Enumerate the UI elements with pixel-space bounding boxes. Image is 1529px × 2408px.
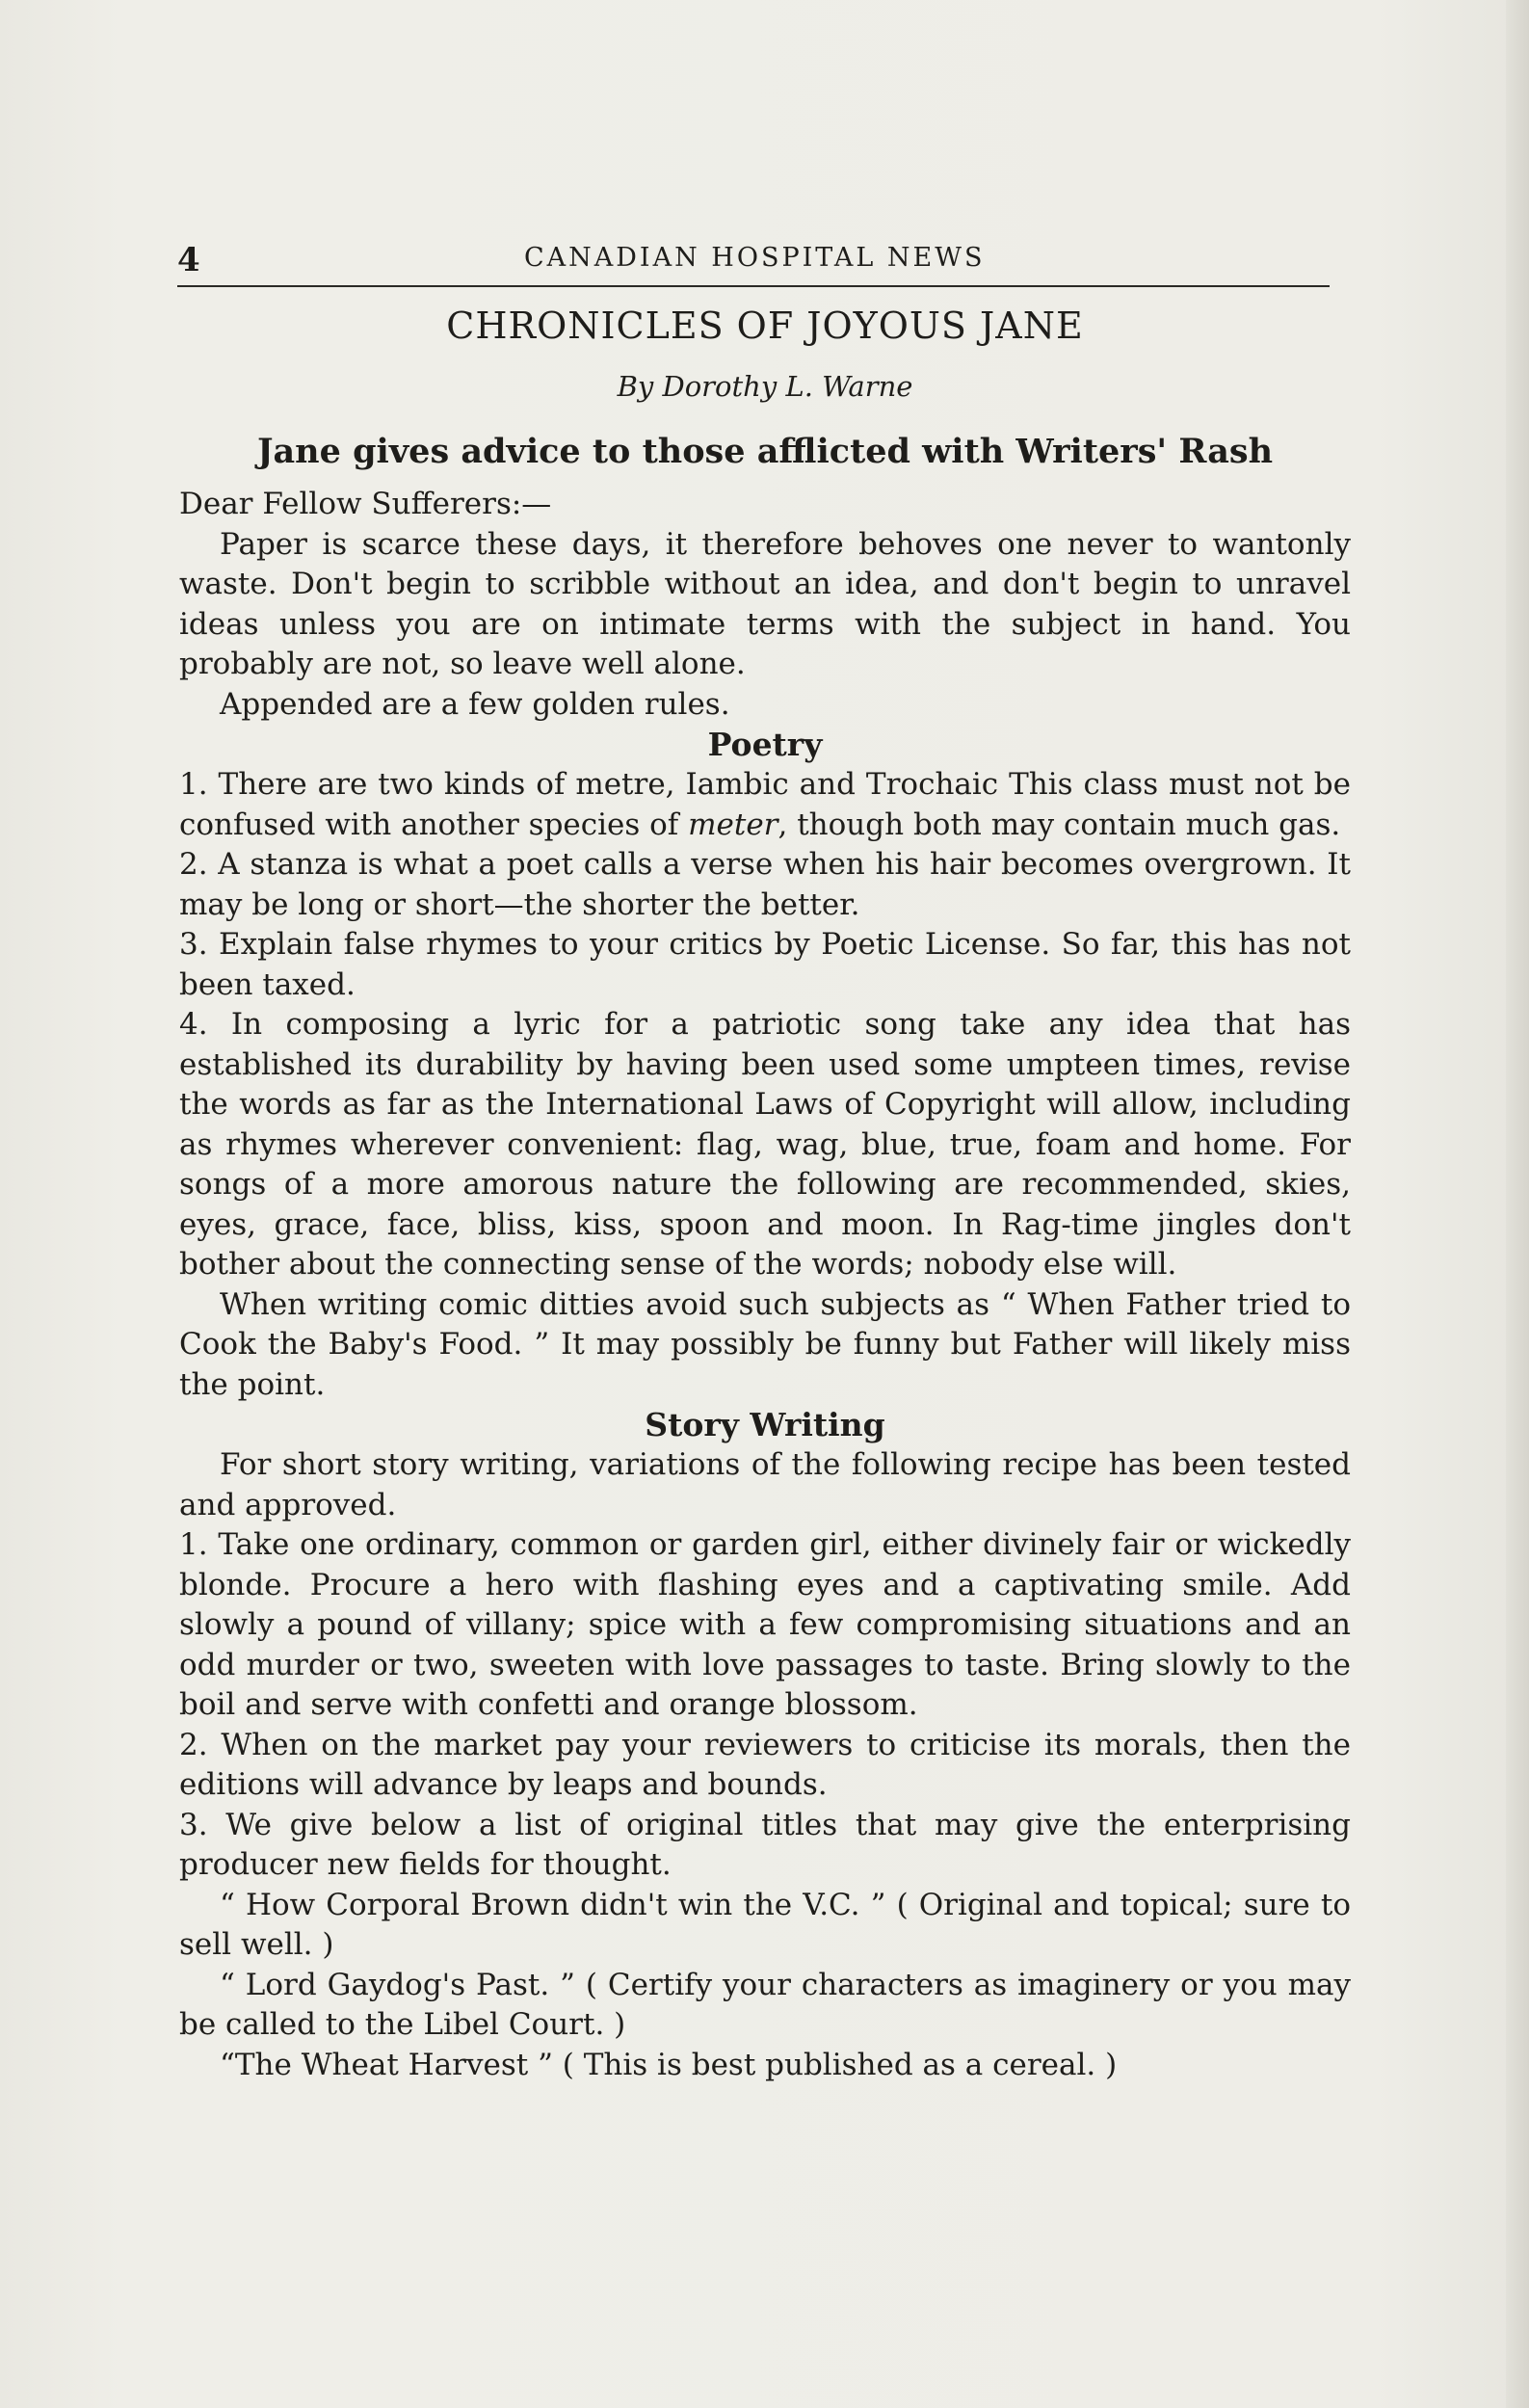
poetry-rule-2: 2. A stanza is what a poet calls a verse when his hair becomes overgrown. It may be long or short—the shorter the better. (179, 847, 1351, 922)
section-heading-story: Story Writing (645, 1406, 885, 1443)
section-heading-poetry: Poetry (707, 726, 823, 763)
story-intro: For short story writing, variations of the following recipe has been tested and approved. (179, 1447, 1351, 1522)
story-title-1: “ How Corporal Brown didn't win the V.C. ” ( Original and topical; sure to sell well. ) (179, 1887, 1351, 1962)
salutation: Dear Fellow Sufferers:— (179, 487, 552, 521)
article-byline: By Dorothy L. Warne (617, 370, 913, 403)
poetry-rule-4: 4. In composing a lyric for a patriotic song take any idea that has established its durability by having been used some umpteen times, revise the words as far as the International Laws of Copyright will allow, including as rhymes wherever convenient: flag, wag, blue, true, foam and home. For songs of a more amorous nature the following are recommended, skies, eyes, grace, face, bliss, kiss, spoon and moon. In Rag-time jingles don't bother about the connecting sense of the words; nobody else will. (179, 1007, 1351, 1282)
poetry-rule-3: 3. Explain false rhymes to your critics by Poetic License. So far, this has not been taxed. (179, 927, 1351, 1002)
running-head: CANADIAN HOSPITAL NEWS (524, 243, 986, 273)
poetry-comic-paragraph: When writing comic ditties avoid such subjects as “ When Father tried to Cook the Baby's Food. ” It may possibly be funny but Father will likely miss the point. (179, 1286, 1351, 1402)
story-title-2: “ Lord Gaydog's Past. ” ( Certify your characters as imaginery or you may be called to the Libel Court. ) (179, 1967, 1351, 2042)
article-subtitle: Jane gives advice to those afflicted with Writers' Rash (256, 432, 1274, 471)
page-edge (1506, 0, 1529, 2408)
poetry-rule-1-text-a: 1. There are two kinds of metre, Iambic and Trochaic This class must not be confused with another species of (179, 767, 1351, 842)
poetry-rule-1-emphasis: meter (688, 807, 778, 842)
article (179, 304, 1351, 2085)
appended-line: Appended are a few golden rules. (220, 686, 730, 722)
story-rule-2: 2. When on the market pay your reviewers to criticise its morals, then the editions will advance by leaps and bounds. (179, 1727, 1351, 1802)
header-rule (177, 285, 1330, 287)
article-title: CHRONICLES OF JOYOUS JANE (446, 304, 1084, 347)
intro-paragraph: Paper is scarce these days, it therefore behoves one never to wantonly waste. Don't begin to scribble without an idea, and don't begin to unravel ideas unless you are on intimate terms with the subject in hand. You probably are not, so leave well alone. (179, 526, 1351, 681)
story-rule-3: 3. We give below a list of original titles that may give the enterprising producer new fields for thought. (179, 1807, 1351, 1882)
story-rule-1: 1. Take one ordinary, common or garden girl, either divinely fair or wickedly blonde. Procure a hero with flashing eyes and a captivating smile. Add slowly a pound of villany; spice with a few compromising situations and an odd murder or two, sweeten with love passages to taste. Bring slowly to the boil and serve with confetti and orange blossom. (179, 1527, 1351, 1722)
poetry-rule-1 (179, 765, 1351, 845)
page-number: 4 (177, 241, 200, 279)
page-header (177, 231, 1330, 289)
story-title-3: “The Wheat Harvest ” ( This is best published as a cereal. ) (220, 2047, 1118, 2082)
poetry-rule-1-text-b: , though both may contain much gas. (778, 807, 1341, 842)
